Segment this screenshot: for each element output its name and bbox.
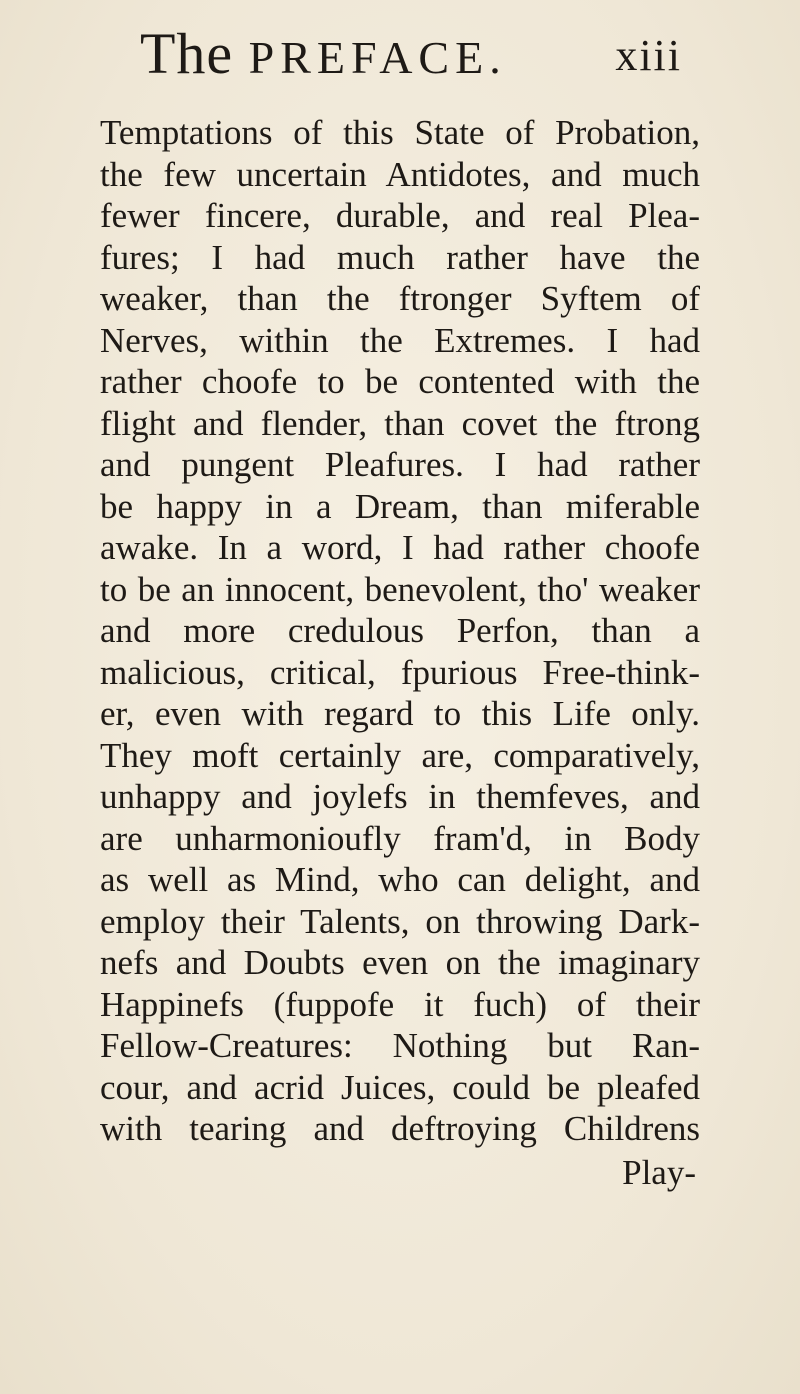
text-line: malicious, critical, fpurious Free-think- [100, 652, 700, 692]
catchword: Play- [622, 1152, 696, 1192]
text-line: the few uncertain Antidotes, and much [100, 154, 700, 194]
text-line: Nerves, within the Extremes. I had [100, 320, 700, 360]
text-line: as well as Mind, who can delight, and [100, 860, 700, 899]
text-line: nefs and Doubts even on the imaginary [100, 943, 700, 982]
text-line: and more credulous Perfon, than a [100, 611, 700, 650]
running-head-title-rest: PREFACE. [248, 32, 507, 83]
text-line: Happinefs (fuppofe it fuch) of their [100, 984, 700, 1024]
text-line: be happy in a Dream, than miferable [100, 486, 700, 526]
text-line: are unharmonioufly fram'd, in Body [100, 818, 700, 858]
text-line: Temptations of this State of Probation, [100, 113, 700, 152]
text-line: and pungent Pleafures. I had rather [100, 445, 700, 484]
text-line: to be an innocent, benevolent, tho' weaker [100, 569, 700, 609]
text-line: They moft certainly are, comparatively, [100, 735, 700, 775]
body-text [100, 112, 700, 1150]
text-line: fewer fincere, durable, and real Plea- [100, 196, 700, 235]
text-line: cour, and acrid Juices, could be pleafed [100, 1067, 700, 1107]
text-line: unhappy and joylefs in themfeves, and [100, 777, 700, 816]
text-line: er, even with regard to this Life only. [100, 694, 700, 733]
text-line: employ their Talents, on throwing Dark- [100, 901, 700, 941]
running-head [100, 0, 800, 112]
text-line: awake. In a word, I had rather choofe [100, 528, 700, 567]
text-line: flight and flender, than covet the ftrong [100, 403, 700, 443]
text-line: weaker, than the ftronger Syftem of [100, 279, 700, 318]
text-line: fures; I had much rather have the [100, 237, 700, 277]
running-head-title [140, 20, 507, 87]
running-head-title-initial: The [140, 21, 249, 86]
text-line: with tearing and deftroying Childrens [100, 1109, 700, 1148]
page-number: xiii [615, 31, 682, 80]
text-line: rather choofe to be contented with the [100, 362, 700, 401]
text-line: Fellow-Creatures: Nothing but Ran- [100, 1026, 700, 1065]
